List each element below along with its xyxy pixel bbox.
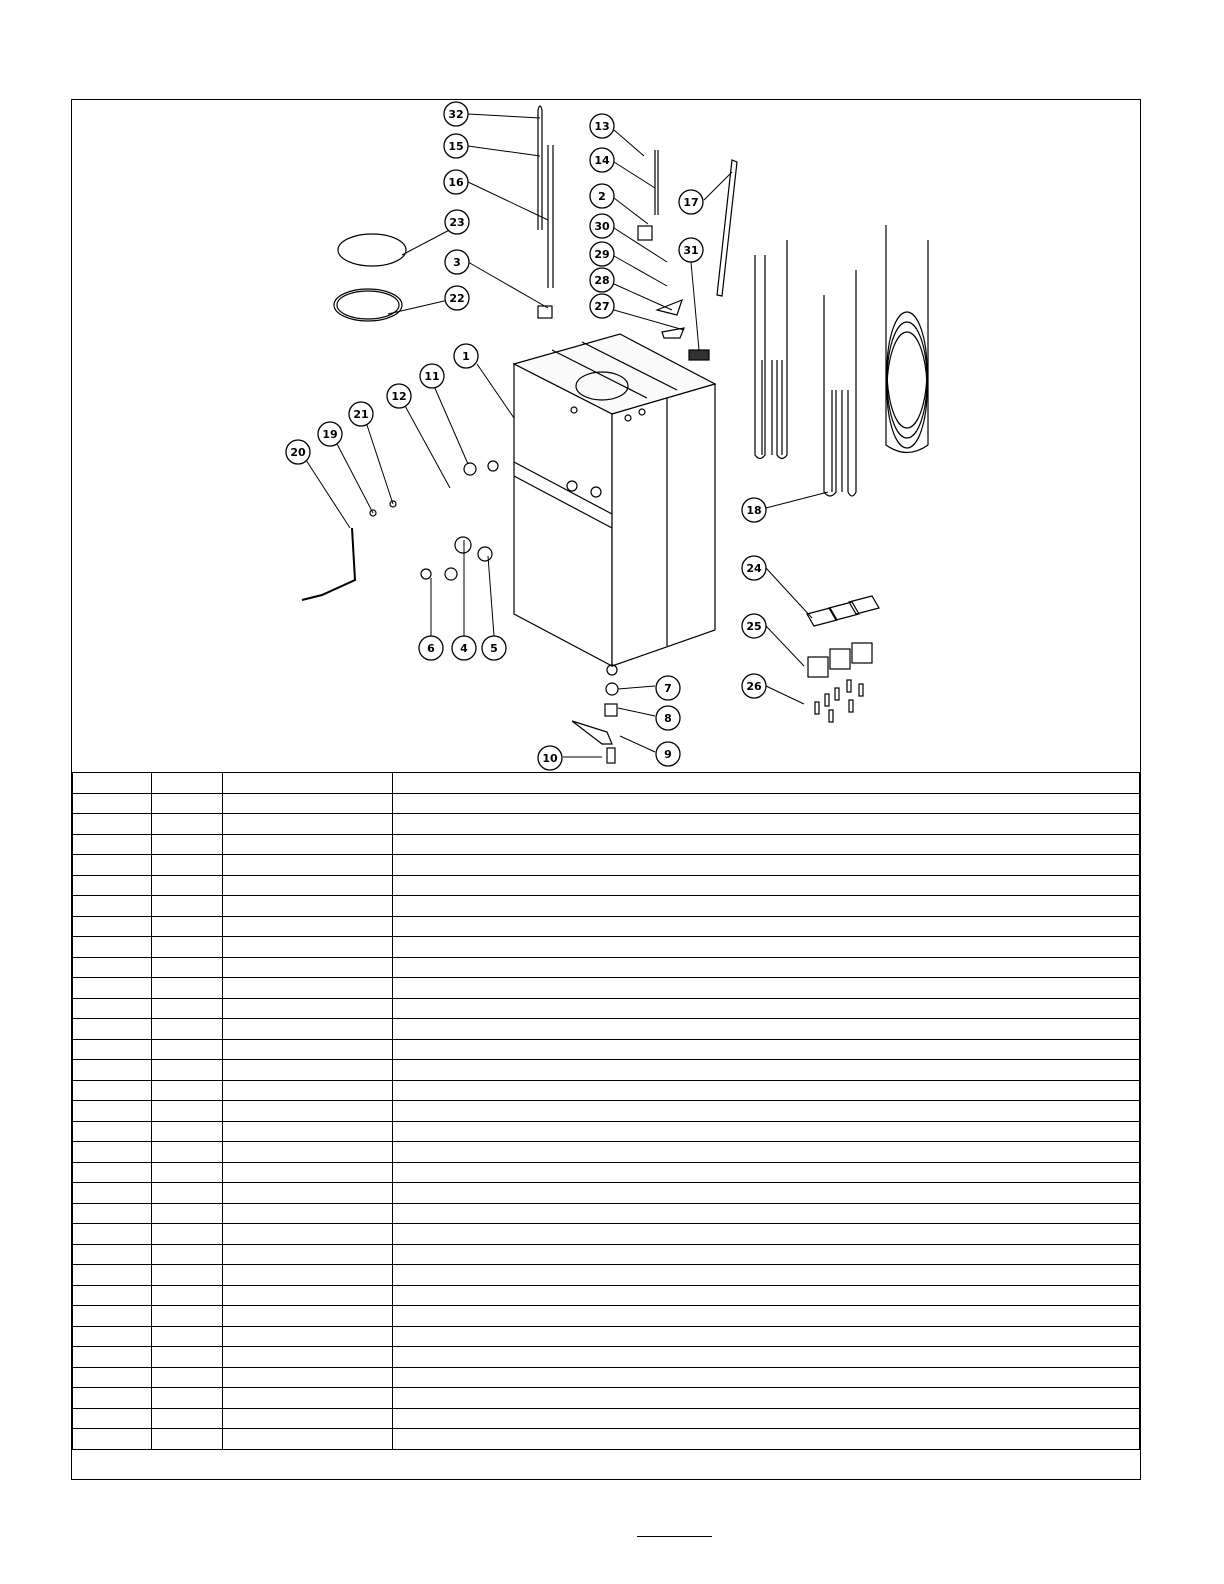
table-cell <box>393 1162 1140 1183</box>
table-row <box>73 1326 1140 1347</box>
callout-28 <box>590 268 614 292</box>
table-cell <box>152 1183 223 1204</box>
table-row <box>73 1162 1140 1183</box>
table-row <box>73 1183 1140 1204</box>
table-row <box>73 875 1140 896</box>
table-cell <box>223 937 393 958</box>
callout-number: 26 <box>746 680 762 693</box>
parts-list-table <box>72 772 1140 1450</box>
callout-number: 14 <box>594 154 610 167</box>
table-cell <box>393 978 1140 999</box>
table-row <box>73 1367 1140 1388</box>
callout-number: 18 <box>746 504 762 517</box>
table-row <box>73 1429 1140 1450</box>
table-cell <box>223 957 393 978</box>
table-cell <box>223 1429 393 1450</box>
table-row <box>73 1121 1140 1142</box>
table-cell <box>223 1285 393 1306</box>
table-row <box>73 1039 1140 1060</box>
table-cell <box>223 1162 393 1183</box>
table-cell <box>152 1265 223 1286</box>
heating-elements-drawing <box>755 225 928 496</box>
table-cell <box>223 855 393 876</box>
callout-21 <box>349 402 373 426</box>
table-cell <box>73 1121 152 1142</box>
table-cell <box>223 896 393 917</box>
callout-number: 9 <box>664 748 672 761</box>
callout-17 <box>679 190 703 214</box>
table-cell <box>393 855 1140 876</box>
table-row <box>73 978 1140 999</box>
table-row <box>73 937 1140 958</box>
table-row <box>73 1203 1140 1224</box>
callout-number: 32 <box>448 108 464 121</box>
table-row <box>73 834 1140 855</box>
table-cell <box>393 937 1140 958</box>
table-cell <box>393 1347 1140 1368</box>
lid-drawing <box>338 234 406 266</box>
table-cell <box>152 1388 223 1409</box>
table-cell <box>223 814 393 835</box>
table-cell <box>152 1101 223 1122</box>
table-row <box>73 773 1140 794</box>
table-cell <box>393 1306 1140 1327</box>
table-row <box>73 1060 1140 1081</box>
table-cell <box>393 1429 1140 1450</box>
table-row <box>73 1388 1140 1409</box>
table-cell <box>152 1121 223 1142</box>
table-row <box>73 793 1140 814</box>
callout-4 <box>452 636 476 660</box>
callout-9 <box>656 742 680 766</box>
callout-number: 5 <box>490 642 498 655</box>
table-cell <box>152 916 223 937</box>
table-cell <box>393 1388 1140 1409</box>
table-row <box>73 1285 1140 1306</box>
callout-12 <box>387 384 411 408</box>
table-cell <box>73 793 152 814</box>
table-cell <box>393 773 1140 794</box>
table-cell <box>73 1060 152 1081</box>
table-cell <box>223 1326 393 1347</box>
table-cell <box>152 896 223 917</box>
callout-10 <box>538 746 562 770</box>
table-row <box>73 814 1140 835</box>
table-cell <box>152 1244 223 1265</box>
callout-number: 8 <box>664 712 672 725</box>
callout-number: 6 <box>427 642 435 655</box>
callout-number: 13 <box>594 120 610 133</box>
callout-27 <box>590 294 614 318</box>
exploded-parts-diagram <box>72 100 1142 772</box>
callout-7 <box>656 676 680 700</box>
callout-number: 22 <box>449 292 465 305</box>
callout-number: 12 <box>391 390 407 403</box>
table-cell <box>152 1347 223 1368</box>
table-cell <box>73 1388 152 1409</box>
table-cell <box>223 1367 393 1388</box>
table-cell <box>152 998 223 1019</box>
table-cell <box>152 1060 223 1081</box>
table-cell <box>393 1224 1140 1245</box>
table-cell <box>73 814 152 835</box>
table-cell <box>223 1183 393 1204</box>
table-cell <box>152 1142 223 1163</box>
table-cell <box>73 855 152 876</box>
table-cell <box>223 1142 393 1163</box>
table-cell <box>393 1080 1140 1101</box>
table-cell <box>152 1019 223 1040</box>
callout-24 <box>742 556 766 580</box>
table-cell <box>223 1101 393 1122</box>
callout-number: 25 <box>746 620 762 633</box>
callout-16 <box>444 170 468 194</box>
callout-number: 21 <box>353 408 369 421</box>
table-cell <box>393 1060 1140 1081</box>
callout-31 <box>679 238 703 262</box>
table-cell <box>73 998 152 1019</box>
table-cell <box>73 773 152 794</box>
table-cell <box>223 773 393 794</box>
table-cell <box>223 1203 393 1224</box>
table-cell <box>393 916 1140 937</box>
table-row <box>73 1080 1140 1101</box>
table-row <box>73 1224 1140 1245</box>
callout-number: 28 <box>594 274 610 287</box>
table-cell <box>393 1285 1140 1306</box>
table-cell <box>73 1162 152 1183</box>
callout-13 <box>590 114 614 138</box>
table-cell <box>152 1224 223 1245</box>
table-cell <box>152 1306 223 1327</box>
callout-1 <box>454 344 478 368</box>
table-cell <box>73 978 152 999</box>
callout-number: 20 <box>290 446 306 459</box>
table-cell <box>223 1408 393 1429</box>
table-cell <box>73 1142 152 1163</box>
table-cell <box>152 1326 223 1347</box>
table-row <box>73 1306 1140 1327</box>
table-cell <box>393 1039 1140 1060</box>
callout-30 <box>590 214 614 238</box>
callout-number: 15 <box>448 140 464 153</box>
callout-number: 2 <box>598 190 606 203</box>
table-cell <box>73 1347 152 1368</box>
callout-number: 16 <box>448 176 464 189</box>
table-cell <box>393 1101 1140 1122</box>
table-cell <box>73 1101 152 1122</box>
table-cell <box>73 1306 152 1327</box>
table-cell <box>152 1080 223 1101</box>
callout-number: 31 <box>683 244 699 257</box>
table-row <box>73 855 1140 876</box>
callout-25 <box>742 614 766 638</box>
table-cell <box>73 957 152 978</box>
table-cell <box>393 1183 1140 1204</box>
table-cell <box>152 1408 223 1429</box>
callout-number: 4 <box>460 642 468 655</box>
table-cell <box>223 1121 393 1142</box>
table-cell <box>393 834 1140 855</box>
table-row <box>73 896 1140 917</box>
table-cell <box>73 1183 152 1204</box>
table-cell <box>223 1039 393 1060</box>
callout-number: 29 <box>594 248 610 261</box>
table-row <box>73 1019 1140 1040</box>
table-row <box>73 1101 1140 1122</box>
table-cell <box>73 1224 152 1245</box>
table-row <box>73 1265 1140 1286</box>
table-cell <box>73 1265 152 1286</box>
callout-2 <box>590 184 614 208</box>
callout-number: 30 <box>594 220 610 233</box>
callout-number: 10 <box>542 752 558 765</box>
table-cell <box>223 1244 393 1265</box>
callout-number: 27 <box>594 300 610 313</box>
table-row <box>73 957 1140 978</box>
table-cell <box>152 1285 223 1306</box>
table-cell <box>223 1306 393 1327</box>
table-cell <box>393 1265 1140 1286</box>
callout-29 <box>590 242 614 266</box>
table-cell <box>393 1326 1140 1347</box>
callout-number: 11 <box>424 370 440 383</box>
callout-number: 17 <box>683 196 699 209</box>
table-cell <box>73 1039 152 1060</box>
table-cell <box>223 978 393 999</box>
table-cell <box>223 1019 393 1040</box>
callout-number: 3 <box>453 256 461 269</box>
table-cell <box>73 834 152 855</box>
table-cell <box>152 1203 223 1224</box>
table-cell <box>152 773 223 794</box>
callout-number: 23 <box>449 216 465 229</box>
table-cell <box>152 978 223 999</box>
callout-18 <box>742 498 766 522</box>
table-row <box>73 1408 1140 1429</box>
table-cell <box>73 1019 152 1040</box>
table-cell <box>152 1162 223 1183</box>
callout-3 <box>445 250 469 274</box>
callout-26 <box>742 674 766 698</box>
table-cell <box>152 957 223 978</box>
table-cell <box>152 937 223 958</box>
table-cell <box>73 1285 152 1306</box>
table-cell <box>223 1224 393 1245</box>
table-cell <box>223 1080 393 1101</box>
table-row <box>73 1347 1140 1368</box>
table-cell <box>73 1080 152 1101</box>
table-cell <box>393 1203 1140 1224</box>
callout-5 <box>482 636 506 660</box>
table-cell <box>223 1347 393 1368</box>
callout-6 <box>419 636 443 660</box>
callout-22 <box>445 286 469 310</box>
gasket-drawing <box>334 289 402 321</box>
callout-14 <box>590 148 614 172</box>
callout-number: 1 <box>462 350 470 363</box>
table-cell <box>152 1039 223 1060</box>
table-row <box>73 1244 1140 1265</box>
callout-20 <box>286 440 310 464</box>
table-cell <box>393 896 1140 917</box>
table-cell <box>223 875 393 896</box>
table-row <box>73 1142 1140 1163</box>
table-cell <box>73 1203 152 1224</box>
table-cell <box>73 896 152 917</box>
table-cell <box>393 814 1140 835</box>
callout-number: 24 <box>746 562 762 575</box>
table-cell <box>393 998 1140 1019</box>
table-cell <box>223 998 393 1019</box>
table-cell <box>73 1429 152 1450</box>
parts-page-frame <box>71 99 1141 1480</box>
table-cell <box>73 875 152 896</box>
table-cell <box>152 875 223 896</box>
table-cell <box>152 834 223 855</box>
table-cell <box>152 793 223 814</box>
table-cell <box>223 1265 393 1286</box>
table-cell <box>152 1367 223 1388</box>
table-cell <box>393 1121 1140 1142</box>
table-cell <box>393 1408 1140 1429</box>
footer-rule <box>637 1536 712 1537</box>
table-cell <box>223 1060 393 1081</box>
table-cell <box>73 937 152 958</box>
table-cell <box>393 1244 1140 1265</box>
table-cell <box>73 1244 152 1265</box>
table-cell <box>223 834 393 855</box>
table-cell <box>73 916 152 937</box>
callout-11 <box>420 364 444 388</box>
callout-8 <box>656 706 680 730</box>
callout-32 <box>444 102 468 126</box>
callout-15 <box>444 134 468 158</box>
callout-19 <box>318 422 342 446</box>
table-cell <box>393 875 1140 896</box>
table-cell <box>73 1326 152 1347</box>
table-cell <box>223 1388 393 1409</box>
table-cell <box>73 1408 152 1429</box>
table-cell <box>393 1367 1140 1388</box>
callout-23 <box>445 210 469 234</box>
table-cell <box>152 855 223 876</box>
table-cell <box>152 814 223 835</box>
table-cell <box>393 1142 1140 1163</box>
table-cell <box>223 793 393 814</box>
callout-number: 19 <box>322 428 338 441</box>
cabinet-drawing <box>514 334 715 666</box>
table-cell <box>152 1429 223 1450</box>
table-cell <box>393 957 1140 978</box>
table-row <box>73 916 1140 937</box>
table-cell <box>223 916 393 937</box>
table-cell <box>73 1367 152 1388</box>
callout-number: 7 <box>664 682 672 695</box>
table-cell <box>393 793 1140 814</box>
table-cell <box>393 1019 1140 1040</box>
table-row <box>73 998 1140 1019</box>
